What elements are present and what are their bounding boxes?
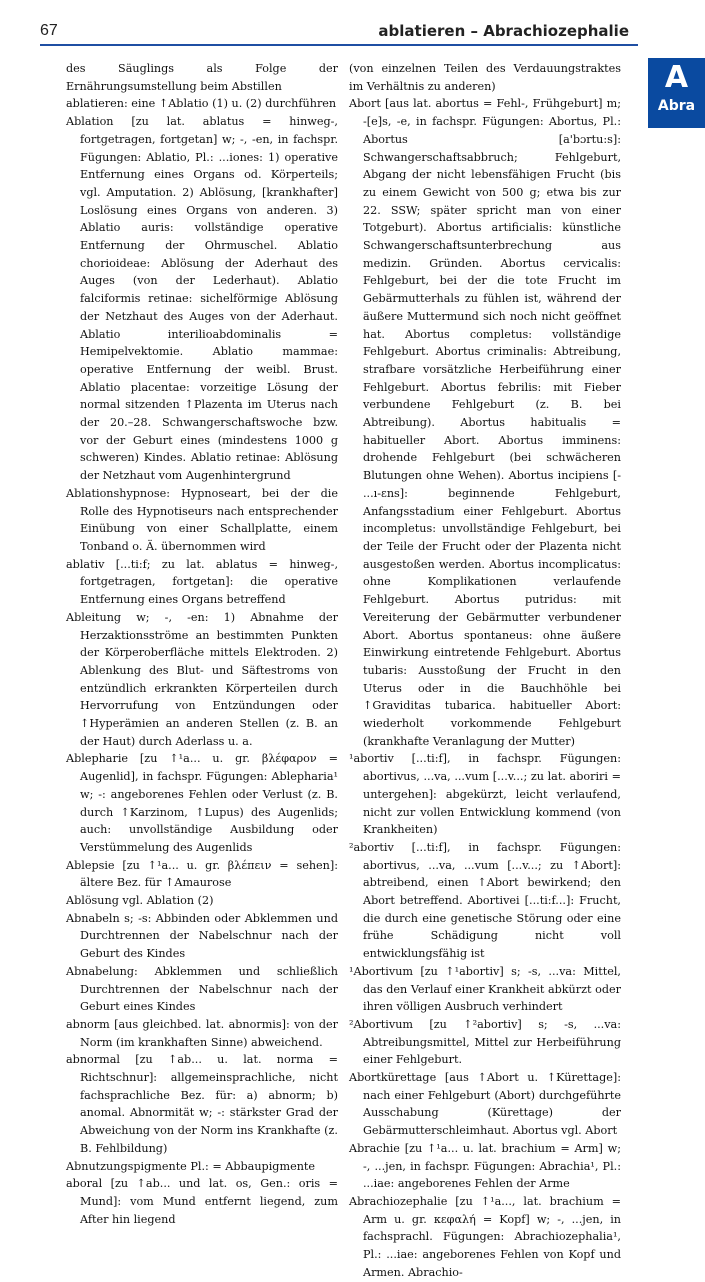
dictionary-entry: Abnutzungspigmente Pl.: = Abbaupigmente [66, 1159, 316, 1173]
thumb-index-range: Abra [657, 98, 696, 114]
dictionary-entry: ¹abortiv [...ti:f], in fachspr. Fügungen: abortivus, ...va, ...vum [...v...; zu lat. aboriri = untergehen]: abgekürzt, leicht verlaufend, nicht zur vollen Entwicklung kommend (von Krankheiten) [349, 752, 621, 837]
page-header [0, 0, 705, 44]
running-headword-range: ablatieren – Abrachiozephalie [378, 22, 629, 40]
header-rule [40, 44, 638, 46]
dictionary-entry: Abnabeln s; -s: Abbinden oder Abklemmen und Durchtrennen der Nabelschnur nach der Geburt des Kindes [66, 911, 338, 961]
dictionary-entry: Ablepsie [zu ↑¹a... u. gr. βλέπειν = sehen]: ältere Bez. für ↑Amaurose [66, 858, 338, 890]
dictionary-entry: ablatieren: eine ↑Ablatio (1) u. (2) durchführen [66, 97, 337, 111]
dictionary-entry: Abort [aus lat. abortus = Fehl-, Frühgeburt] m; -[e]s, -e, in fachspr. Fügungen: Abortus, Pl.: Abortus [a'bɔrtu:s]: Schwangerschaftsabbruch; Fehlgeburt, Abgang der nicht lebensfähigen Frucht (bis zu einem Gewicht von 500 g; etwa bis zur 22. SSW; später spricht man von einer Totgeburt). Abortus artificialis: künstliche Schwangerschaftsunterbrechung aus medizin. Gründen. Abortus cervicalis: Fehlgeburt, bei der die tote Frucht im Gebärmutterhals zu fühlen ist, während der äußere Muttermund sich noch nicht geöffnet hat. Abortus completus: vollständige Fehlgeburt. Abortus criminalis: Abtreibung, strafbare vorsätzliche Herbeiführung einer Fehlgeburt. Abortus febrilis: mit Fieber verbundene Fehlgeburt (z. B. bei Abtreibung). Abortus habitualis = habitueller Abort. Abortus imminens: drohende Fehlgeburt (bei schwächeren Blutungen ohne Wehen). Abortus incipiens [- ...ı-ɛns]: beginnende Fehlgeburt, Anfangsstadium einer Fehlgeburt. Abortus incompletus: unvollständige Fehlgeburt, bei der Teile der Frucht oder der Plazenta nicht ausgestoßen werden. Abortus incomplicatus: ohne Komplikationen verlaufende Fehlgeburt. Abortus putridus: mit Vereiterung der Gebärmutter verbundener Abort. Abortus spontaneus: ohne äußere Einwirkung eintretende Fehlgeburt. Abortus tubaris: Ausstoßung der Frucht in den Uterus oder in die Bauchhöhle bei ↑Graviditas tubarica. habitueller Abort: wiederholt vorkommende Fehlgeburt (krankhafte Veranlagung der Mutter) [349, 97, 621, 748]
dictionary-entry: ¹Abortivum [zu ↑¹abortiv] s; -s, ...va: Mittel, das den Verlauf einer Krankheit abkürzt oder ihren völligen Ausbruch verhindert [349, 964, 621, 1014]
right-column [349, 60, 621, 1282]
dictionary-entry: Ablösung vgl. Ablation (2) [66, 894, 214, 908]
dictionary-entry: Ablation [zu lat. ablatus = hinweg-, fortgetragen, fortgetan] w; -, -en, in fachspr. Fügungen: Ablatio, Pl.: ...iones: 1) operative Entfernung eines Organs od. Körperteils; vgl. Amputation. 2) Ablösung, [krankhafter] Loslösung eines Organs von anderen. 3) Ablatio auris: vollständige operative Entfernung der Ohrmuschel. Ablatio chorioideae: Ablösung der Aderhaut des Auges (von der Lederhaut). Ablatio falciformis retinae: sichelförmige Ablösung der Netzhaut des Auges von der Aderhaut. Ablatio interilioabdominalis = Hemipelvektomie. Ablatio mammae: operative Entfernung der weibl. Brust. Ablatio placentae: vorzeitige Lösung der normal sitzenden ↑Plazenta im Uterus nach der 20.–28. Schwangerschaftswoche bzw. vor der Geburt eines (mindestens 1000 g schweren) Kindes. Ablatio retinae: Ablösung der Netzhaut vom Augenhintergrund [66, 115, 338, 483]
dictionary-entry: ²Abortivum [zu ↑²abortiv] s; -s, ...va: Abtreibungsmittel, Mittel zur Herbeiführung einer Fehlgeburt. [349, 1017, 621, 1067]
dictionary-entry: ²abortiv [...ti:f], in fachspr. Fügungen: abortivus, ...va, ...vum [...v...; zu ↑Abort]: abtreibend, einen ↑Abort bewirkend; den Abort betreffend. Abortivei [...ti:f...]: Frucht, die durch eine genetische Störung oder eine frühe Schädigung nicht voll entwicklungsfähig ist [349, 840, 621, 961]
dictionary-entry: Ablationshypnose: Hypnoseart, bei der die Rolle des Hypnotiseurs nach entsprechender Einübung von einer Schallplatte, einem Tonband o. Ä. übernommen wird [66, 486, 338, 553]
dictionary-entry: Ableitung w; -, -en: 1) Abnahme der Herzaktionsströme an bestimmten Punkten der Körperoberfläche mittels Elektroden. 2) Ablenkung des Blut- und Säftestroms von entzündlich erkrankten Körperteilen durch Hervorrufung von Entzündungen oder ↑Hyperämien an anderen Stellen (z. B. an der Haut) durch Aderlass u. a. [66, 610, 338, 748]
thumb-index-tab[interactable] [648, 58, 705, 128]
dictionary-entry: Abortkürettage [aus ↑Abort u. ↑Kürettage]: nach einer Fehlgeburt (Abort) durchgeführte Ausschabung (Kürettage) der Gebärmutterschleimhaut. Abortus vgl. Abort [349, 1071, 621, 1138]
page-number: 67 [40, 22, 58, 39]
dictionary-entry: des Säuglings als Folge der Ernährungsumstellung beim Abstillen [66, 62, 338, 93]
dictionary-entry: (von einzelnen Teilen des Verdauungstraktes im Verhältnis zu anderen) [349, 62, 621, 93]
dictionary-entry: Ablepharie [zu ↑¹a... u. gr. βλέφαρον = Augenlid], in fachspr. Fügungen: Ablepharia¹ w; -: angeborenes Fehlen oder Verlust (z. B. durch ↑Karzinom, ↑Lupus) des Augenlids; auch: unvollständige Ausbildung oder Verstümmelung des Augenlids [66, 752, 338, 854]
dictionary-entry: abnormal [zu ↑ab... u. lat. norma = Richtschnur]: allgemeinsprachliche, nicht fachsprachliche Bez. für: a) abnorm; b) anomal. Abnormität w; -: stärkster Grad der Abweichung von der Norm ins Krankhafte (z. B. Fehlbildung) [66, 1053, 338, 1155]
dictionary-entry: Abnabelung: Abklemmen und schließlich Durchtrennen der Nabelschnur nach der Geburt eines Kindes [66, 964, 338, 1014]
dictionary-entry: Abrachiozephalie [zu ↑¹a..., lat. brachium = Arm u. gr. κεφαλή = Kopf] w; -, ...jen, in fachsprachl. Fügungen: Abrachiozephalia¹, Pl.: ...iae: angeborenes Fehlen von Kopf und Armen. Abrachio- [349, 1195, 621, 1279]
thumb-index-letter: A [664, 60, 689, 95]
left-column [66, 60, 338, 1228]
dictionary-entry: aboral [zu ↑ab... und lat. os, Gen.: oris = Mund]: vom Mund entfernt liegend, zum After hin liegend [66, 1177, 338, 1226]
dictionary-entry: abnorm [aus gleichbed. lat. abnormis]: von der Norm (im krankhaften Sinne) abweichend. [66, 1017, 338, 1049]
dictionary-entry: ablativ [...ti:f; zu lat. ablatus = hinweg-, fortgetragen, fortgetan]: die operative Entfernung eines Organs betreffend [66, 557, 338, 607]
dictionary-entry: Abrachie [zu ↑¹a... u. lat. brachium = Arm] w; -, ...jen, in fachspr. Fügungen: Abrachia¹, Pl.: ...iae: angeborenes Fehlen der Arme [349, 1141, 621, 1191]
